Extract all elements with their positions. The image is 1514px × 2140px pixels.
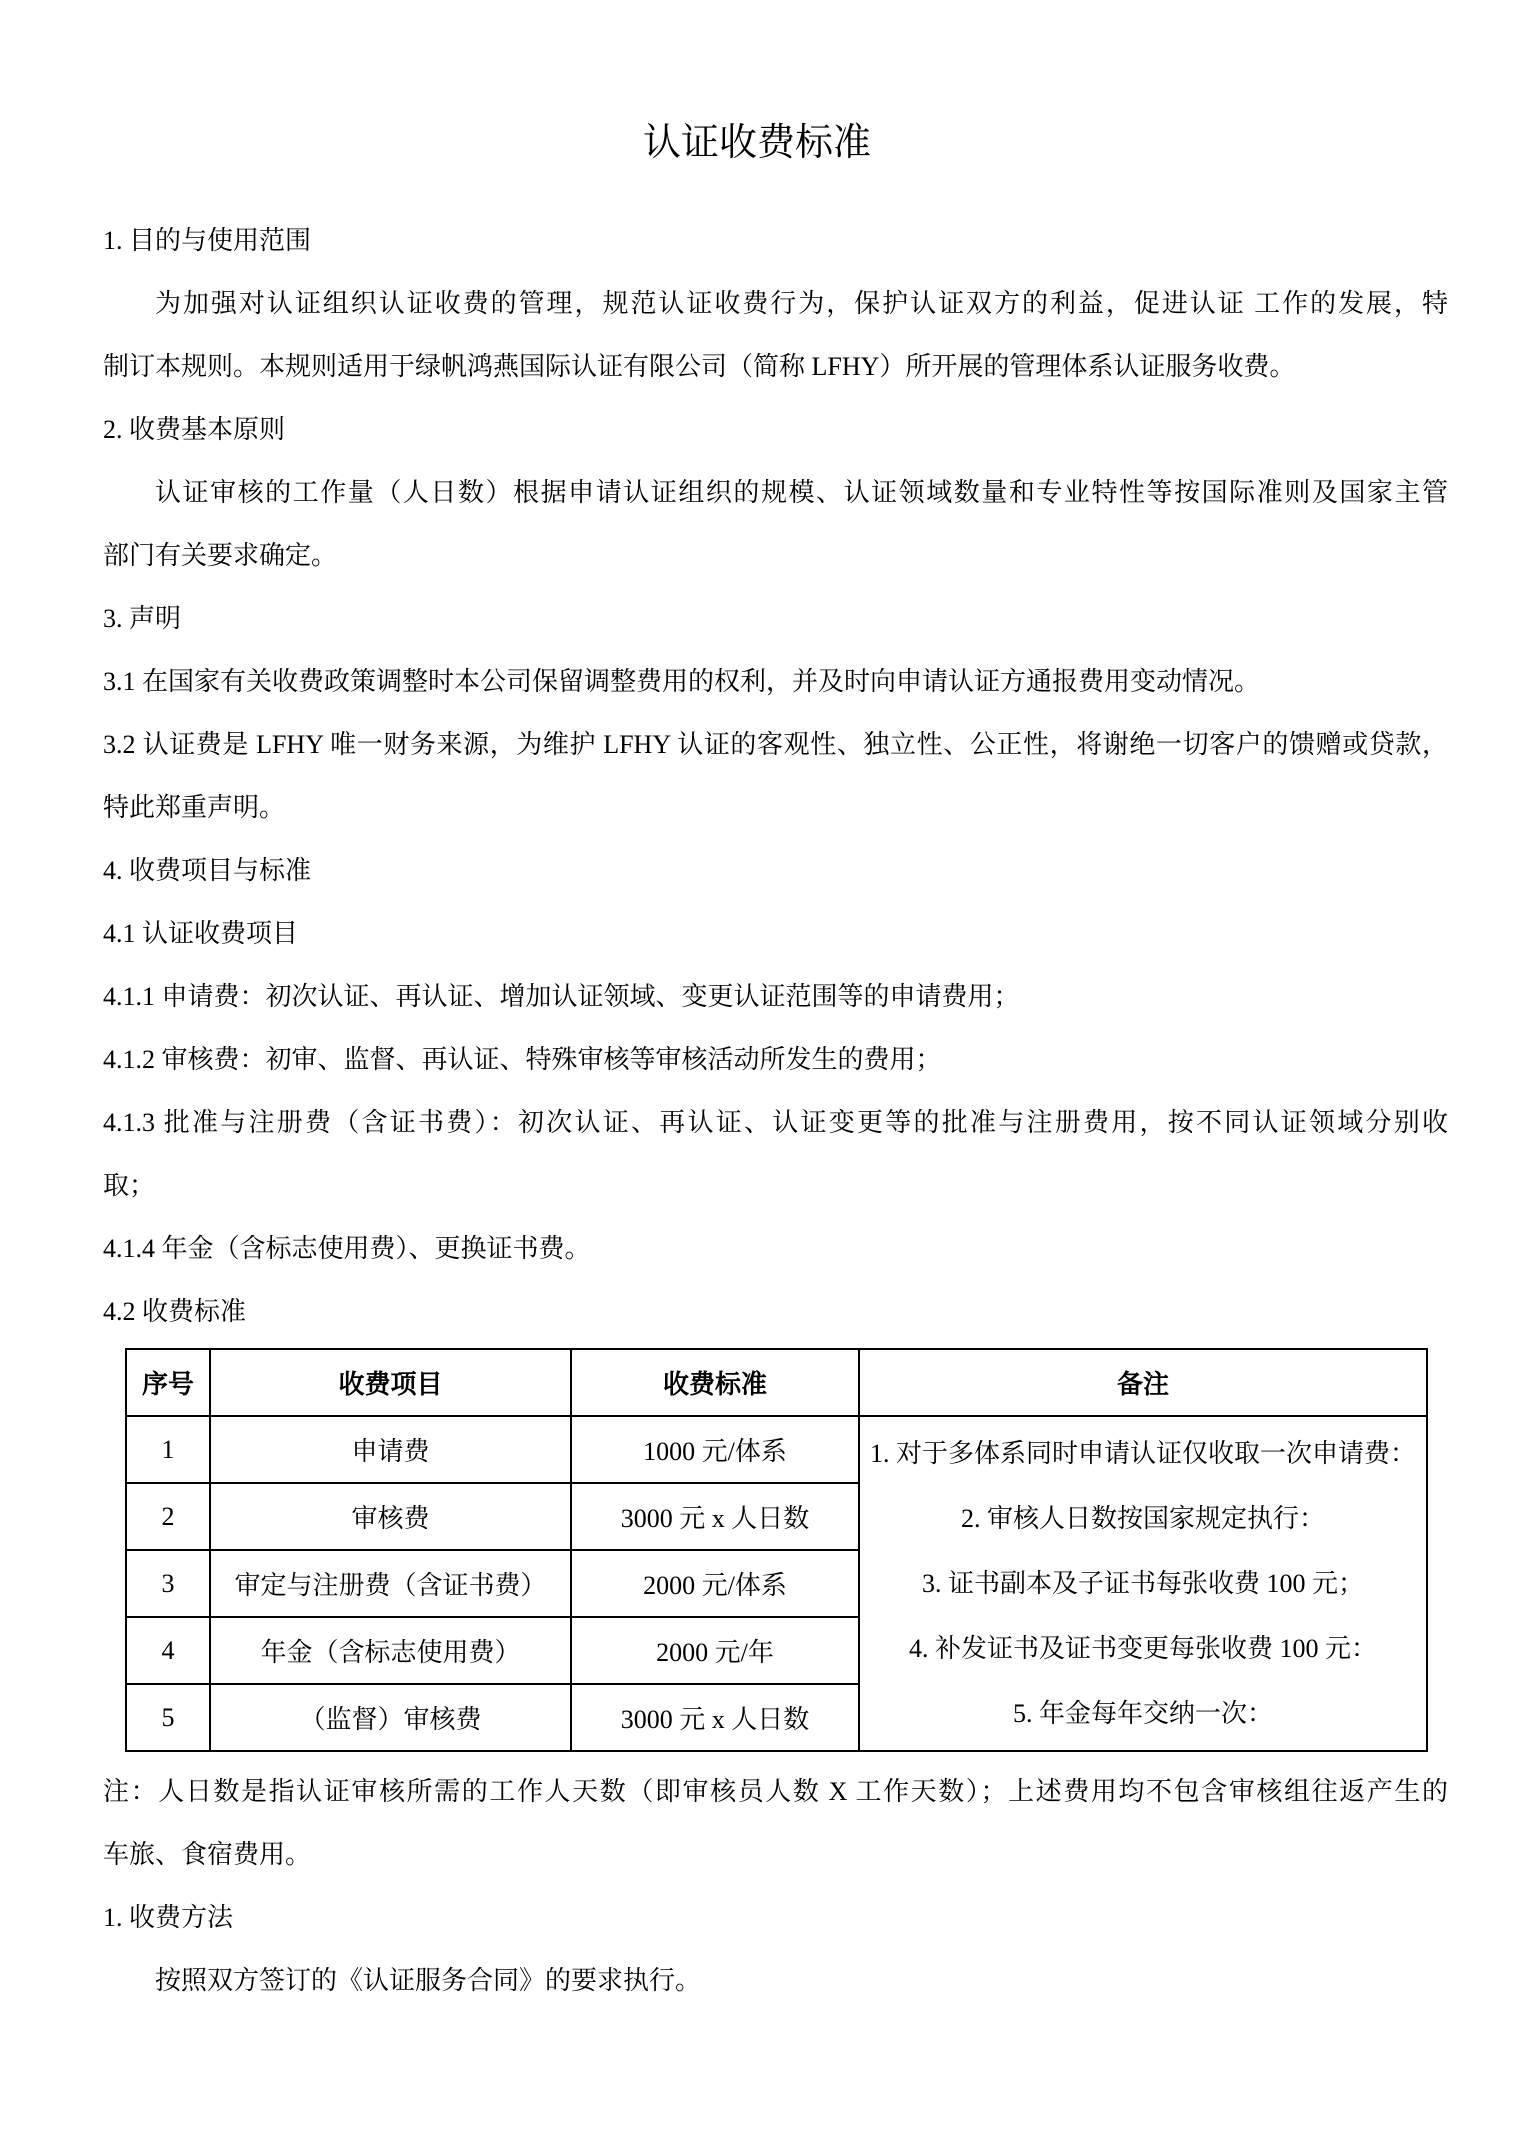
after-table-section [103,1760,1448,2012]
text-line: 4.2 收费标准 [103,1297,247,1326]
header-cell-remarks: 备注 [859,1349,1427,1416]
cell-seq: 4 [126,1617,210,1684]
header-cell-seq: 序号 [126,1349,210,1416]
section-heading-principles [103,398,1448,461]
text-line: 4.1.4 年金（含标志使用费）、更换证书费。 [103,1234,591,1263]
text-line: 特此郑重声明。 [103,793,286,822]
subsection-fee-standard [103,1280,1448,1343]
remark-line: 3. 证书副本及子证书每张收费 100 元； [921,1569,1364,1598]
paragraph-fee-4-1-1 [103,965,1448,1028]
paragraph-purpose [103,272,1448,398]
text-line: 3.1 在国家有关收费政策调整时本公司保留调整费用的权利，并及时向申请认证方通报费用变动情况。 [103,667,1261,696]
text-line: 注：人日数是指认证审核所需的工作人天数（即审核员人数 X 工作天数）；上述费用均不包含审核组往返产生的 [103,1777,1448,1806]
cell-seq: 3 [126,1550,210,1617]
paragraph-fee-4-1-3 [103,1091,1448,1217]
section-heading-purpose [103,209,1448,272]
text-line: 按照双方签订的《认证服务合同》的要求执行。 [155,1966,702,1995]
cell-seq: 5 [126,1684,210,1751]
text-line: 2. 收费基本原则 [103,415,286,444]
remark-line: 2. 审核人日数按国家规定执行： [960,1504,1325,1533]
remarks-cell [859,1416,1427,1751]
text-line: 4.1.1 申请费：初次认证、再认证、增加认证领域、变更认证范围等的申请费用； [103,982,1020,1011]
cell-standard: 1000 元/体系 [571,1416,859,1483]
text-line: 部门有关要求确定。 [103,541,338,570]
text-line: 1. 收费方法 [103,1903,234,1932]
header-cell-item: 收费项目 [210,1349,571,1416]
text-line: 4. 收费项目与标准 [103,856,312,885]
cell-standard: 3000 元 x 人日数 [571,1483,859,1550]
fee-table [125,1348,1428,1752]
paragraph-fee-4-1-2 [103,1028,1448,1091]
remark-line: 1. 对于多体系同时申请认证仅收取一次申请费： [869,1439,1416,1468]
cell-seq: 1 [126,1416,210,1483]
text-line: 4.1 认证收费项目 [103,919,299,948]
paragraph-principles [103,461,1448,587]
cell-item: 审核费 [210,1483,571,1550]
remark-line: 4. 补发证书及证书变更每张收费 100 元： [908,1634,1377,1663]
cell-item: 审定与注册费（含证书费） [210,1550,571,1617]
document-title: 认证收费标准 [642,122,871,164]
cell-seq: 2 [126,1483,210,1550]
text-line: 认证审核的工作量（人日数）根据申请认证组织的规模、认证领域数量和专业特性等按国际准则及国家主管 [155,478,1448,507]
note-paragraph [103,1760,1448,1886]
text-line: 取； [103,1171,156,1200]
cell-item: 年金（含标志使用费） [210,1617,571,1684]
text-line: 制订本规则。本规则适用于绿帆鸿燕国际认证有限公司（简称 LFHY）所开展的管理体系认证服务收费。 [103,352,1296,381]
paragraph-statement-3-2 [103,713,1448,839]
text-line: 车旅、食宿费用。 [103,1840,312,1869]
text-line: 为加强对认证组织认证收费的管理，规范认证收费行为，保护认证双方的利益，促进认证 工作的发展，特 [155,289,1448,318]
paragraph-statement-3-1 [103,650,1448,713]
text-line: 3. 声明 [103,604,182,633]
header-cell-standard: 收费标准 [571,1349,859,1416]
text-line: 4.1.2 审核费：初审、监督、再认证、特殊审核等审核活动所发生的费用； [103,1045,942,1074]
section-heading-fees [103,839,1448,902]
section-heading-statement [103,587,1448,650]
table-header-row [126,1349,1427,1416]
text-line: 3.2 认证费是 LFHY 唯一财务来源，为维护 LFHY 认证的客观性、独立性、公正性，将谢绝一切客户的馈赠或贷款， [103,730,1448,759]
remark-line: 5. 年金每年交纳一次： [1012,1699,1273,1728]
document-body [103,209,1448,2012]
paragraph-payment-method [103,1949,1448,2012]
table-row [126,1416,1427,1483]
subsection-fee-items [103,902,1448,965]
section-heading-payment-method [103,1886,1448,1949]
cell-standard: 3000 元 x 人日数 [571,1684,859,1751]
cell-item: （监督）审核费 [210,1684,571,1751]
cell-item: 申请费 [210,1416,571,1483]
paragraph-fee-4-1-4 [103,1217,1448,1280]
text-line: 4.1.3 批准与注册费（含证书费）：初次认证、再认证、认证变更等的批准与注册费用，按不同认证领域分别收 [103,1108,1448,1137]
cell-standard: 2000 元/体系 [571,1550,859,1617]
text-line: 1. 目的与使用范围 [103,226,312,255]
cell-standard: 2000 元/年 [571,1617,859,1684]
